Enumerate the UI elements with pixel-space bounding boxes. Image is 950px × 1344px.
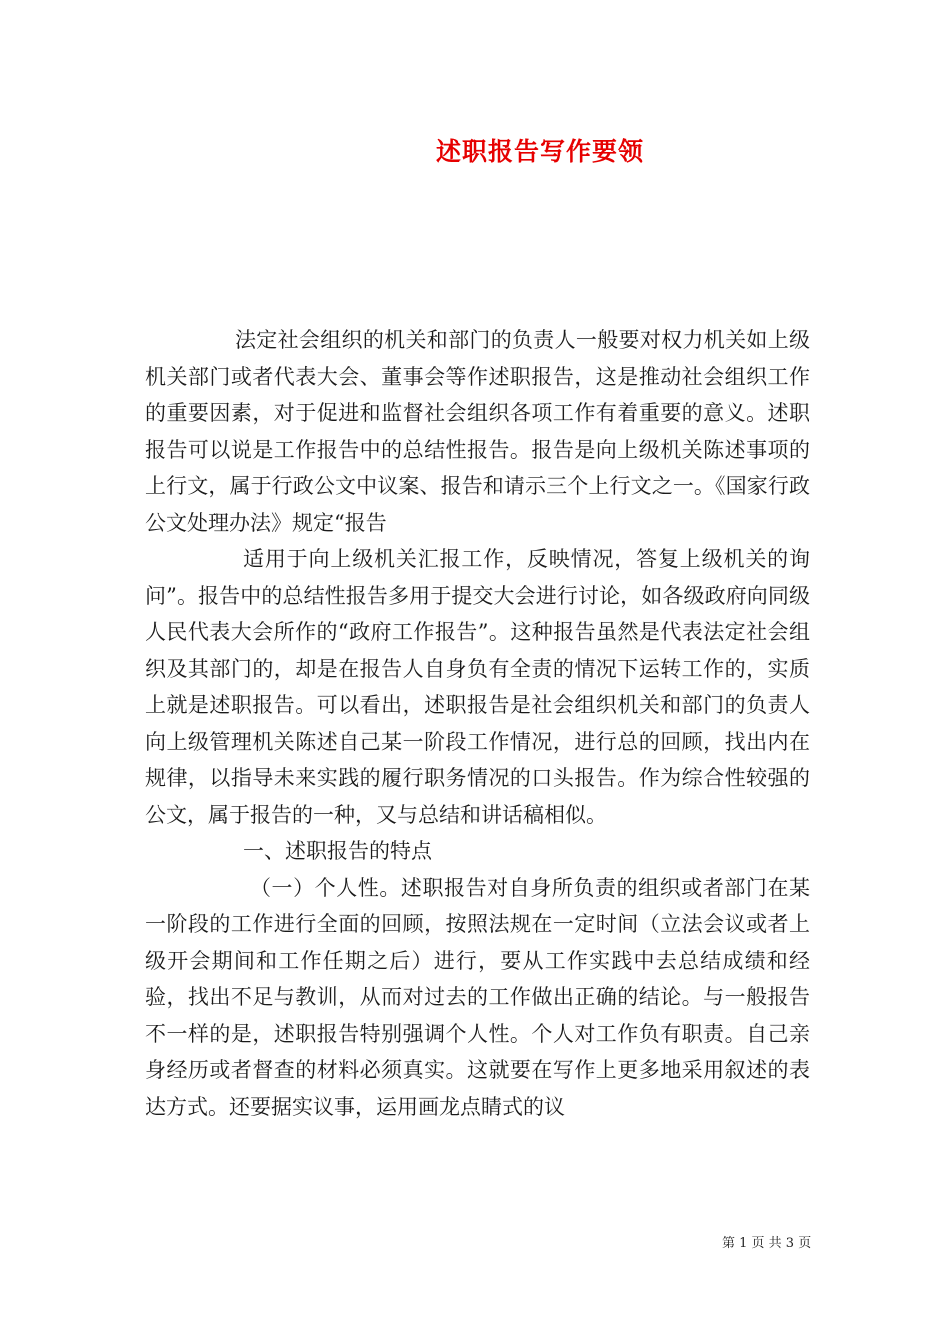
body-paragraph-3: （一）个人性。述职报告对自身所负责的组织或者部门在某一阶段的工作进行全面的回顾，按照法规在一定时间（立法会议或者上级开会期间和工作任期之后）进行，要从工作实践中去总结成绩和经验，找出不足与教训，从而对过去的工作做出正确的结论。与一般报告不一样的是，述职报告特别强调个人性。个人对工作负有职责。自己亲身经历或者督查的材料必须真实。这就要在写作上更多地采用叙述的表达方式。还要据实议事，运用画龙点睛式的议 [145,875,810,1119]
section-heading-features: 一、述职报告的特点 [243,839,432,863]
body-paragraph-1: 法定社会组织的机关和部门的负责人一般要对权力机关如上级机关部门或者代表大会、董事会等作述职报告，这是推动社会组织工作的重要因素，对于促进和监督社会组织各项工作有着重要的意义。述职报告可以说是工作报告中的总结性报告。报告是向上级机关陈述事项的上行文，属于行政公文中议案、报告和请示三个上行文之一。《国家行政公文处理办法》规定“报告 [145,328,810,535]
body-paragraph-2: 适用于向上级机关汇报工作，反映情况，答复上级机关的询问”。报告中的总结性报告多用于提交大会进行讨论，如各级政府向同级人民代表大会所作的“政府工作报告”。这种报告虽然是代表法定社会组织及其部门的，却是在报告人自身负有全责的情况下运转工作的，实质上就是述职报告。可以看出，述职报告是社会组织机关和部门的负责人向上级管理机关陈述自己某一阶段工作情况，进行总的回顾，找出内在规律，以指导未来实践的履行职务情况的口头报告。作为综合性较强的公文，属于报告的一种，又与总结和讲话稿相似。 [145,547,810,827]
page-number: 第 1 页 共 3 页 [722,1236,812,1251]
document-body [145,322,810,1125]
document-title: 述职报告写作要领 [435,137,644,166]
